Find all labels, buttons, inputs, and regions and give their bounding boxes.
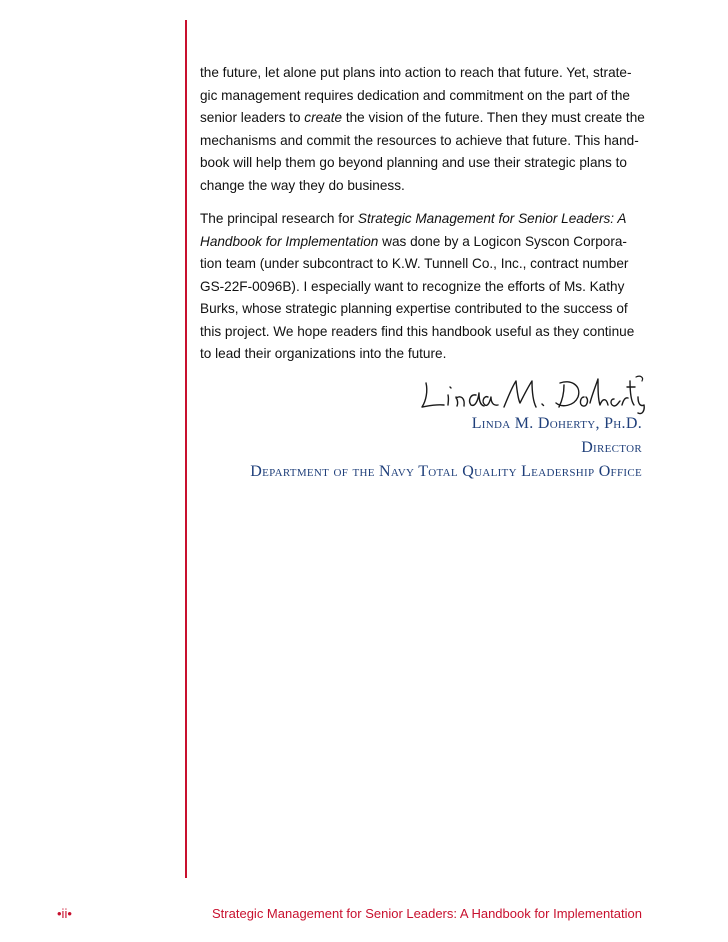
paragraph-2-text-before: The principal research for <box>200 211 358 226</box>
paragraph-2-text-after: was done by a Logicon Syscon Corpora-tion team (under subcontract to K.W. Tunnell Co., Inc., contract number GS-22F-0096B). I especially want to recognize the efforts of Ms. Kathy Burks, whose strategic planning expertise contributed to the success of this project. We hope readers find this handbook useful as they continue to lead their organizations into the future. <box>200 233 635 361</box>
signatory-name: Linda M. Doherty, Ph.D. <box>471 415 642 432</box>
signature-block <box>250 412 642 484</box>
paragraph-1-emphasis: create <box>304 110 343 125</box>
body-text <box>200 62 646 366</box>
handwritten-signature <box>418 373 646 415</box>
paragraph-2 <box>200 208 646 366</box>
margin-rule <box>185 20 187 878</box>
paragraph-1 <box>200 62 646 197</box>
paragraph-1-text-before: the future, let alone put plans into action to reach that future. Yet, strate-gic management requires dedication and commitment on the part of the senior leaders to <box>200 65 632 125</box>
signatory-office: Department of the Navy Total Quality Leadership Office <box>250 463 642 480</box>
paragraph-1-text-after: the vision of the future. Then they must create the mechanisms and commit the resources to achieve that future. This hand-book will help them go beyond planning and use their strategic plans to change the way they do business. <box>200 110 645 193</box>
running-footer-title: Strategic Management for Senior Leaders: A Handbook for Implementation <box>212 906 642 921</box>
signatory-title: Director <box>581 439 642 456</box>
paragraph-2-book-title: Strategic Management for Senior Leaders: A Handbook for Implementation <box>200 211 626 249</box>
page-number: •ii• <box>57 906 72 921</box>
